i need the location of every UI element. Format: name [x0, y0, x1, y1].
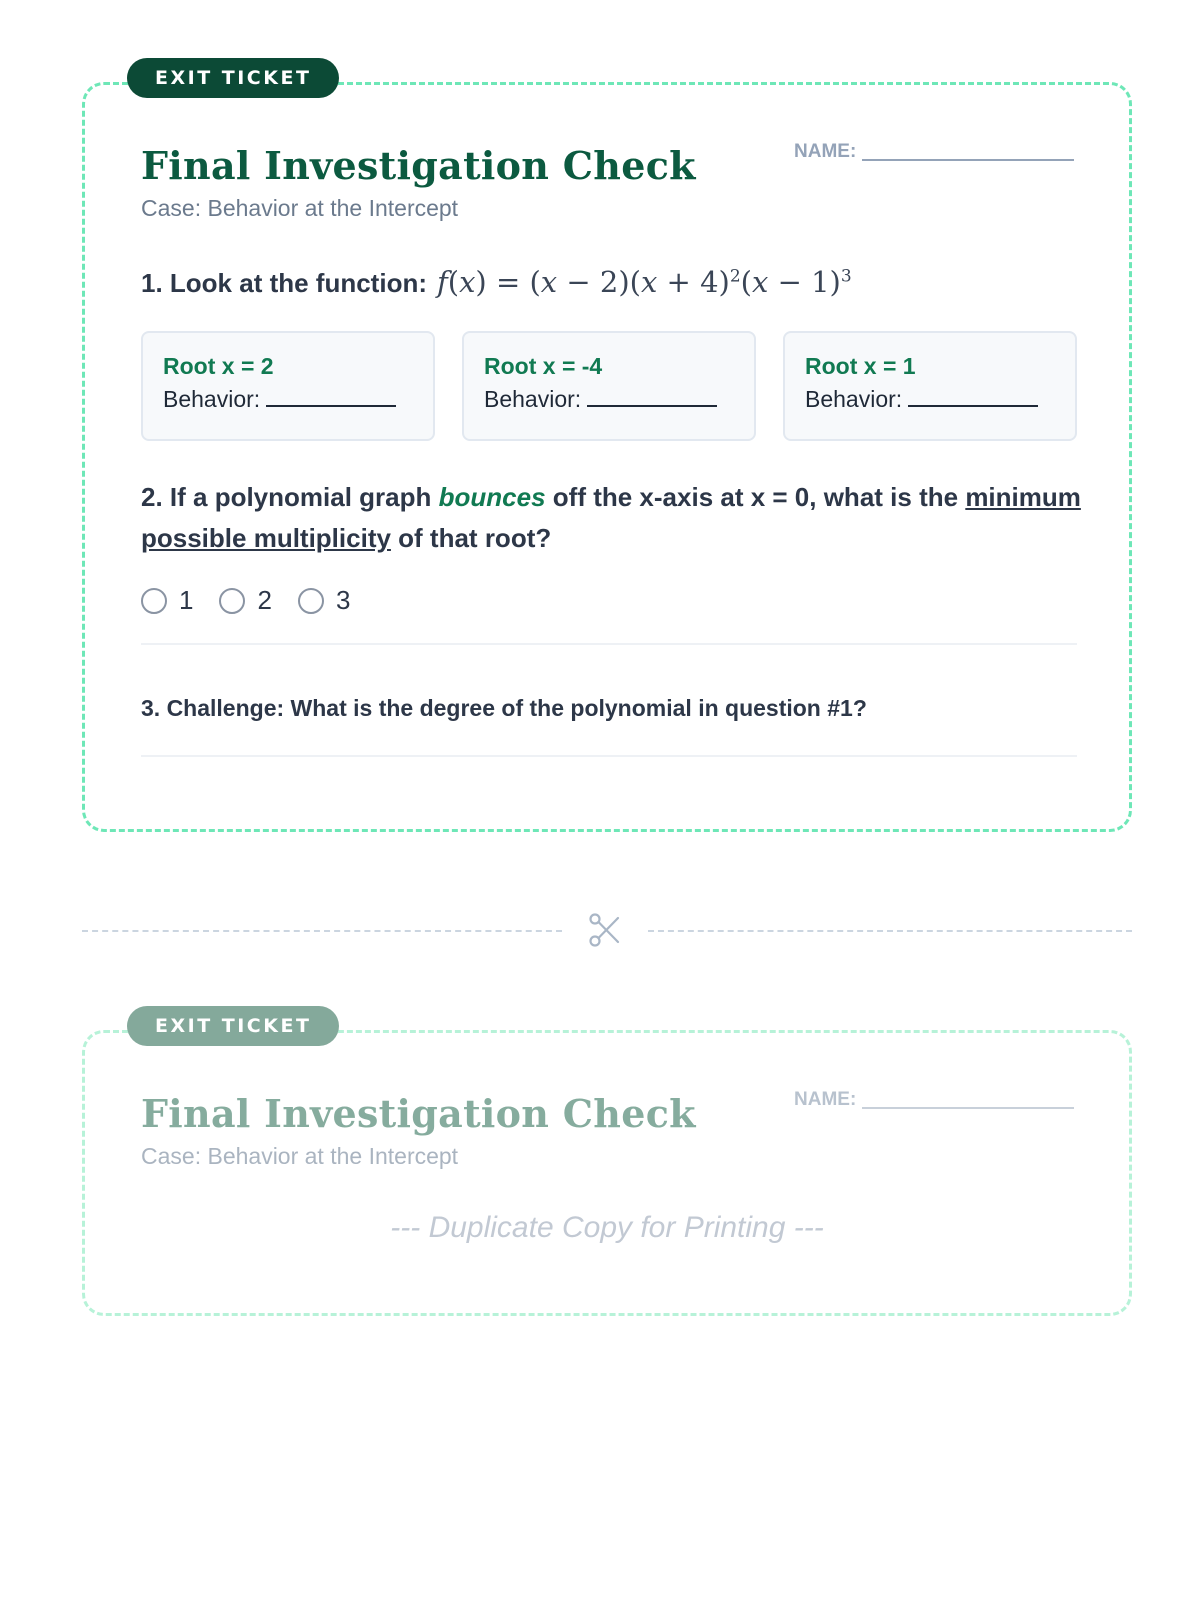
root-title: Root x = 1: [805, 353, 916, 379]
behavior-label: Behavior:: [805, 386, 903, 412]
option-2[interactable]: [219, 585, 271, 616]
root-behavior: [163, 386, 413, 413]
radio-circle-icon[interactable]: [219, 588, 245, 614]
duplicate-exit-ticket: [82, 1015, 1132, 1316]
ticket-subtitle: Case: Behavior at the Intercept: [141, 1143, 459, 1169]
name-field[interactable]: [794, 141, 1074, 163]
question-2-emphasis: bounces: [438, 482, 546, 512]
behavior-label: Behavior:: [484, 386, 582, 412]
section-divider: [141, 643, 1077, 645]
option-1[interactable]: [141, 585, 193, 616]
duplicate-note: --- Duplicate Copy for Printing ---: [390, 1211, 824, 1244]
root-behavior: [805, 386, 1055, 413]
cut-line-right: [648, 930, 1132, 932]
answer-line[interactable]: [141, 755, 1077, 757]
question-2-part2: off the x-axis at x = 0, what is the: [552, 482, 959, 512]
question-2-underlined: minimum possible multiplicity: [141, 482, 1081, 553]
question-2: [141, 477, 1081, 559]
ticket-title: Final Investigation Check: [141, 1091, 696, 1136]
radio-circle-icon[interactable]: [141, 588, 167, 614]
cut-line-left: [82, 930, 562, 932]
question-2-part1: 2. If a polynomial graph: [141, 482, 432, 512]
behavior-blank[interactable]: [908, 387, 1038, 407]
question-1: [141, 265, 852, 299]
name-label: NAME:: [794, 141, 857, 162]
question-1-formula: $f(x) = (x - 2)(x + 4)^2(x - 1)^3$: [437, 265, 852, 299]
option-label: 1: [179, 585, 194, 615]
name-label: NAME:: [794, 1089, 857, 1110]
root-title: Root x = 2: [163, 353, 274, 379]
name-blank-line[interactable]: [862, 1107, 1074, 1109]
root-cards: [141, 331, 1077, 441]
ticket-subtitle: Case: Behavior at the Intercept: [141, 195, 459, 221]
root-card: [462, 331, 756, 441]
root-behavior: [484, 386, 734, 413]
question-2-part3: of that root?: [398, 523, 552, 553]
option-3[interactable]: [298, 585, 350, 616]
exit-ticket: [82, 67, 1132, 832]
behavior-blank[interactable]: [266, 387, 396, 407]
radio-circle-icon[interactable]: [298, 588, 324, 614]
question-1-prompt: 1. Look at the function:: [141, 268, 427, 298]
root-card: [783, 331, 1077, 441]
ticket-title: Final Investigation Check: [141, 143, 696, 188]
root-title: Root x = -4: [484, 353, 603, 379]
option-label: 3: [335, 585, 351, 615]
behavior-blank[interactable]: [587, 387, 717, 407]
name-blank-line[interactable]: [862, 159, 1074, 161]
option-label: 2: [257, 585, 272, 615]
root-card: [141, 331, 435, 441]
question-3: 3. Challenge: What is the degree of the polynomial in question #1?: [141, 695, 867, 721]
question-2-options: [141, 585, 376, 616]
behavior-label: Behavior:: [163, 386, 261, 412]
exit-ticket-badge: EXIT TICKET: [127, 1006, 339, 1046]
exit-ticket-badge: EXIT TICKET: [127, 58, 339, 98]
scissors-icon: [588, 912, 622, 948]
name-field[interactable]: [794, 1089, 1074, 1111]
